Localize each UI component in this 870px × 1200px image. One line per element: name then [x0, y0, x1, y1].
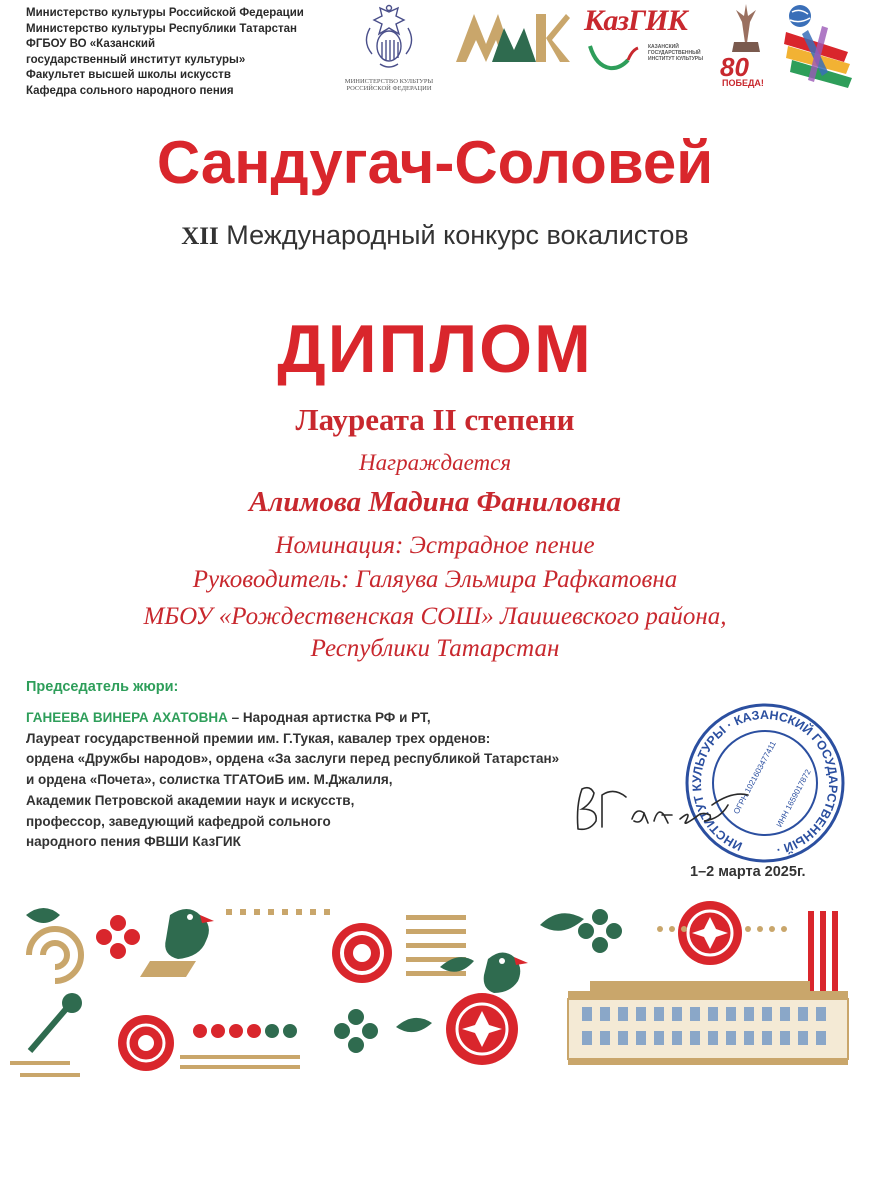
bird-decor: [484, 952, 528, 993]
bird-decor: [140, 909, 214, 977]
jury-signature: [572, 775, 752, 837]
diploma-title: ДИПЛОМ: [277, 311, 593, 387]
jury-chair-name: ГАНЕЕВА ВИНЕРА АХАТОВНА: [26, 710, 228, 725]
leaf-decor: [26, 908, 60, 923]
stamp-inn: ИНН 1659017872: [774, 767, 813, 829]
jury-line: – Народная артистка РФ и РТ,: [227, 710, 431, 725]
kazgik-logo: [580, 2, 704, 74]
stamp-ogrn: ОГРН 1021603477411: [731, 739, 778, 816]
event-date: 1–2 марта 2025г.: [690, 864, 806, 880]
contest-subtitle: [0, 220, 870, 251]
victory-number: 80: [720, 52, 749, 82]
contest-subtitle-text: Международный конкурс вокалистов: [226, 220, 689, 250]
microphone-decor: [10, 993, 82, 1075]
flower-decor: [578, 909, 622, 953]
organization-list: [26, 6, 346, 99]
org-line: Министерство культуры Российской Федерации: [26, 7, 304, 19]
jury-line: народного пения ФВШИ КазГИК: [26, 834, 241, 850]
victory-80-logo: [718, 2, 772, 94]
contest-title: Сандугач-Соловей: [156, 129, 714, 196]
sun-circle-decor: [446, 993, 518, 1065]
leaf-decor: [396, 1018, 432, 1032]
stripes-decor: [180, 1055, 300, 1069]
stamp-ring-text: ИНСТИТУТ КУЛЬТУРЫ · КАЗАНСКИЙ ГОСУДАРСТВЕННЫЙ ·: [689, 707, 841, 858]
leader: Руководитель: Галяува Эльмира Рафкатовна: [192, 566, 678, 593]
dots-decor: [193, 1024, 297, 1038]
sun-circle-decor: [678, 901, 742, 965]
ring-circle-decor: [332, 923, 392, 983]
jury-line: Лауреат государственной премии им. Г.Тукая, кавалер трех орденов:: [26, 730, 491, 746]
jury-line: и ордена «Почета», солистка ТГАТОиБ им. М.Джалиля,: [26, 772, 393, 788]
victory-word: ПОБЕДА!: [722, 78, 764, 88]
school-line: МБОУ «Рождественская СОШ» Лаишевского района,: [143, 603, 727, 630]
mk-letters-logo: [452, 4, 572, 68]
ring-circle-decor: [118, 1015, 174, 1071]
kazgik-word: КазГИК: [584, 4, 687, 37]
jury-line: профессор, заведующий кафедрой сольного: [26, 813, 331, 829]
org-line: Кафедра сольного народного пения: [26, 84, 234, 97]
flower-decor: [334, 1009, 378, 1053]
ornament-band: [0, 895, 870, 1095]
globe-ribbons-logo: [778, 2, 858, 92]
awarded-label: Награждается: [358, 450, 512, 475]
ministry-emblem-logo: [330, 2, 448, 96]
building-decor: [568, 981, 848, 1065]
org-line: государственный институт культуры»: [26, 53, 246, 66]
flower-decor: [96, 915, 140, 959]
jury-line: ордена «Дружбы народов», ордена «За заслуги перед республикой Татарстан»: [26, 751, 560, 767]
laureate-degree: Лауреата II степени: [295, 402, 575, 437]
ministry-caption: МИНИСТЕРСТВО КУЛЬТУРЫ: [344, 78, 434, 85]
jury-line: Академик Петровской академии наук и искусств,: [26, 792, 355, 808]
school-line: Республики Татарстан: [310, 635, 560, 662]
ministry-caption: РОССИЙСКОЙ ФЕДЕРАЦИИ: [346, 85, 432, 92]
recipient-name: Алимова Мадина Фаниловна: [249, 486, 621, 518]
nomination: Номинация: Эстрадное пение: [275, 532, 595, 559]
org-line: Факультет высшей школы искусств: [26, 69, 231, 81]
dots-decor: [226, 909, 330, 915]
jury-description: [26, 708, 666, 853]
org-line: ФГБОУ ВО «Казанский: [26, 38, 156, 50]
org-line: Министерство культуры Республики Татарстан: [26, 22, 297, 35]
contest-edition-number: XII: [181, 223, 219, 250]
jury-heading: Председатель жюри:: [26, 679, 179, 695]
kazgik-caption: КАЗАНСКИЙ ГОСУДАРСТВЕННЫЙ ИНСТИТУТ КУЛЬТУРЫ: [648, 44, 704, 62]
